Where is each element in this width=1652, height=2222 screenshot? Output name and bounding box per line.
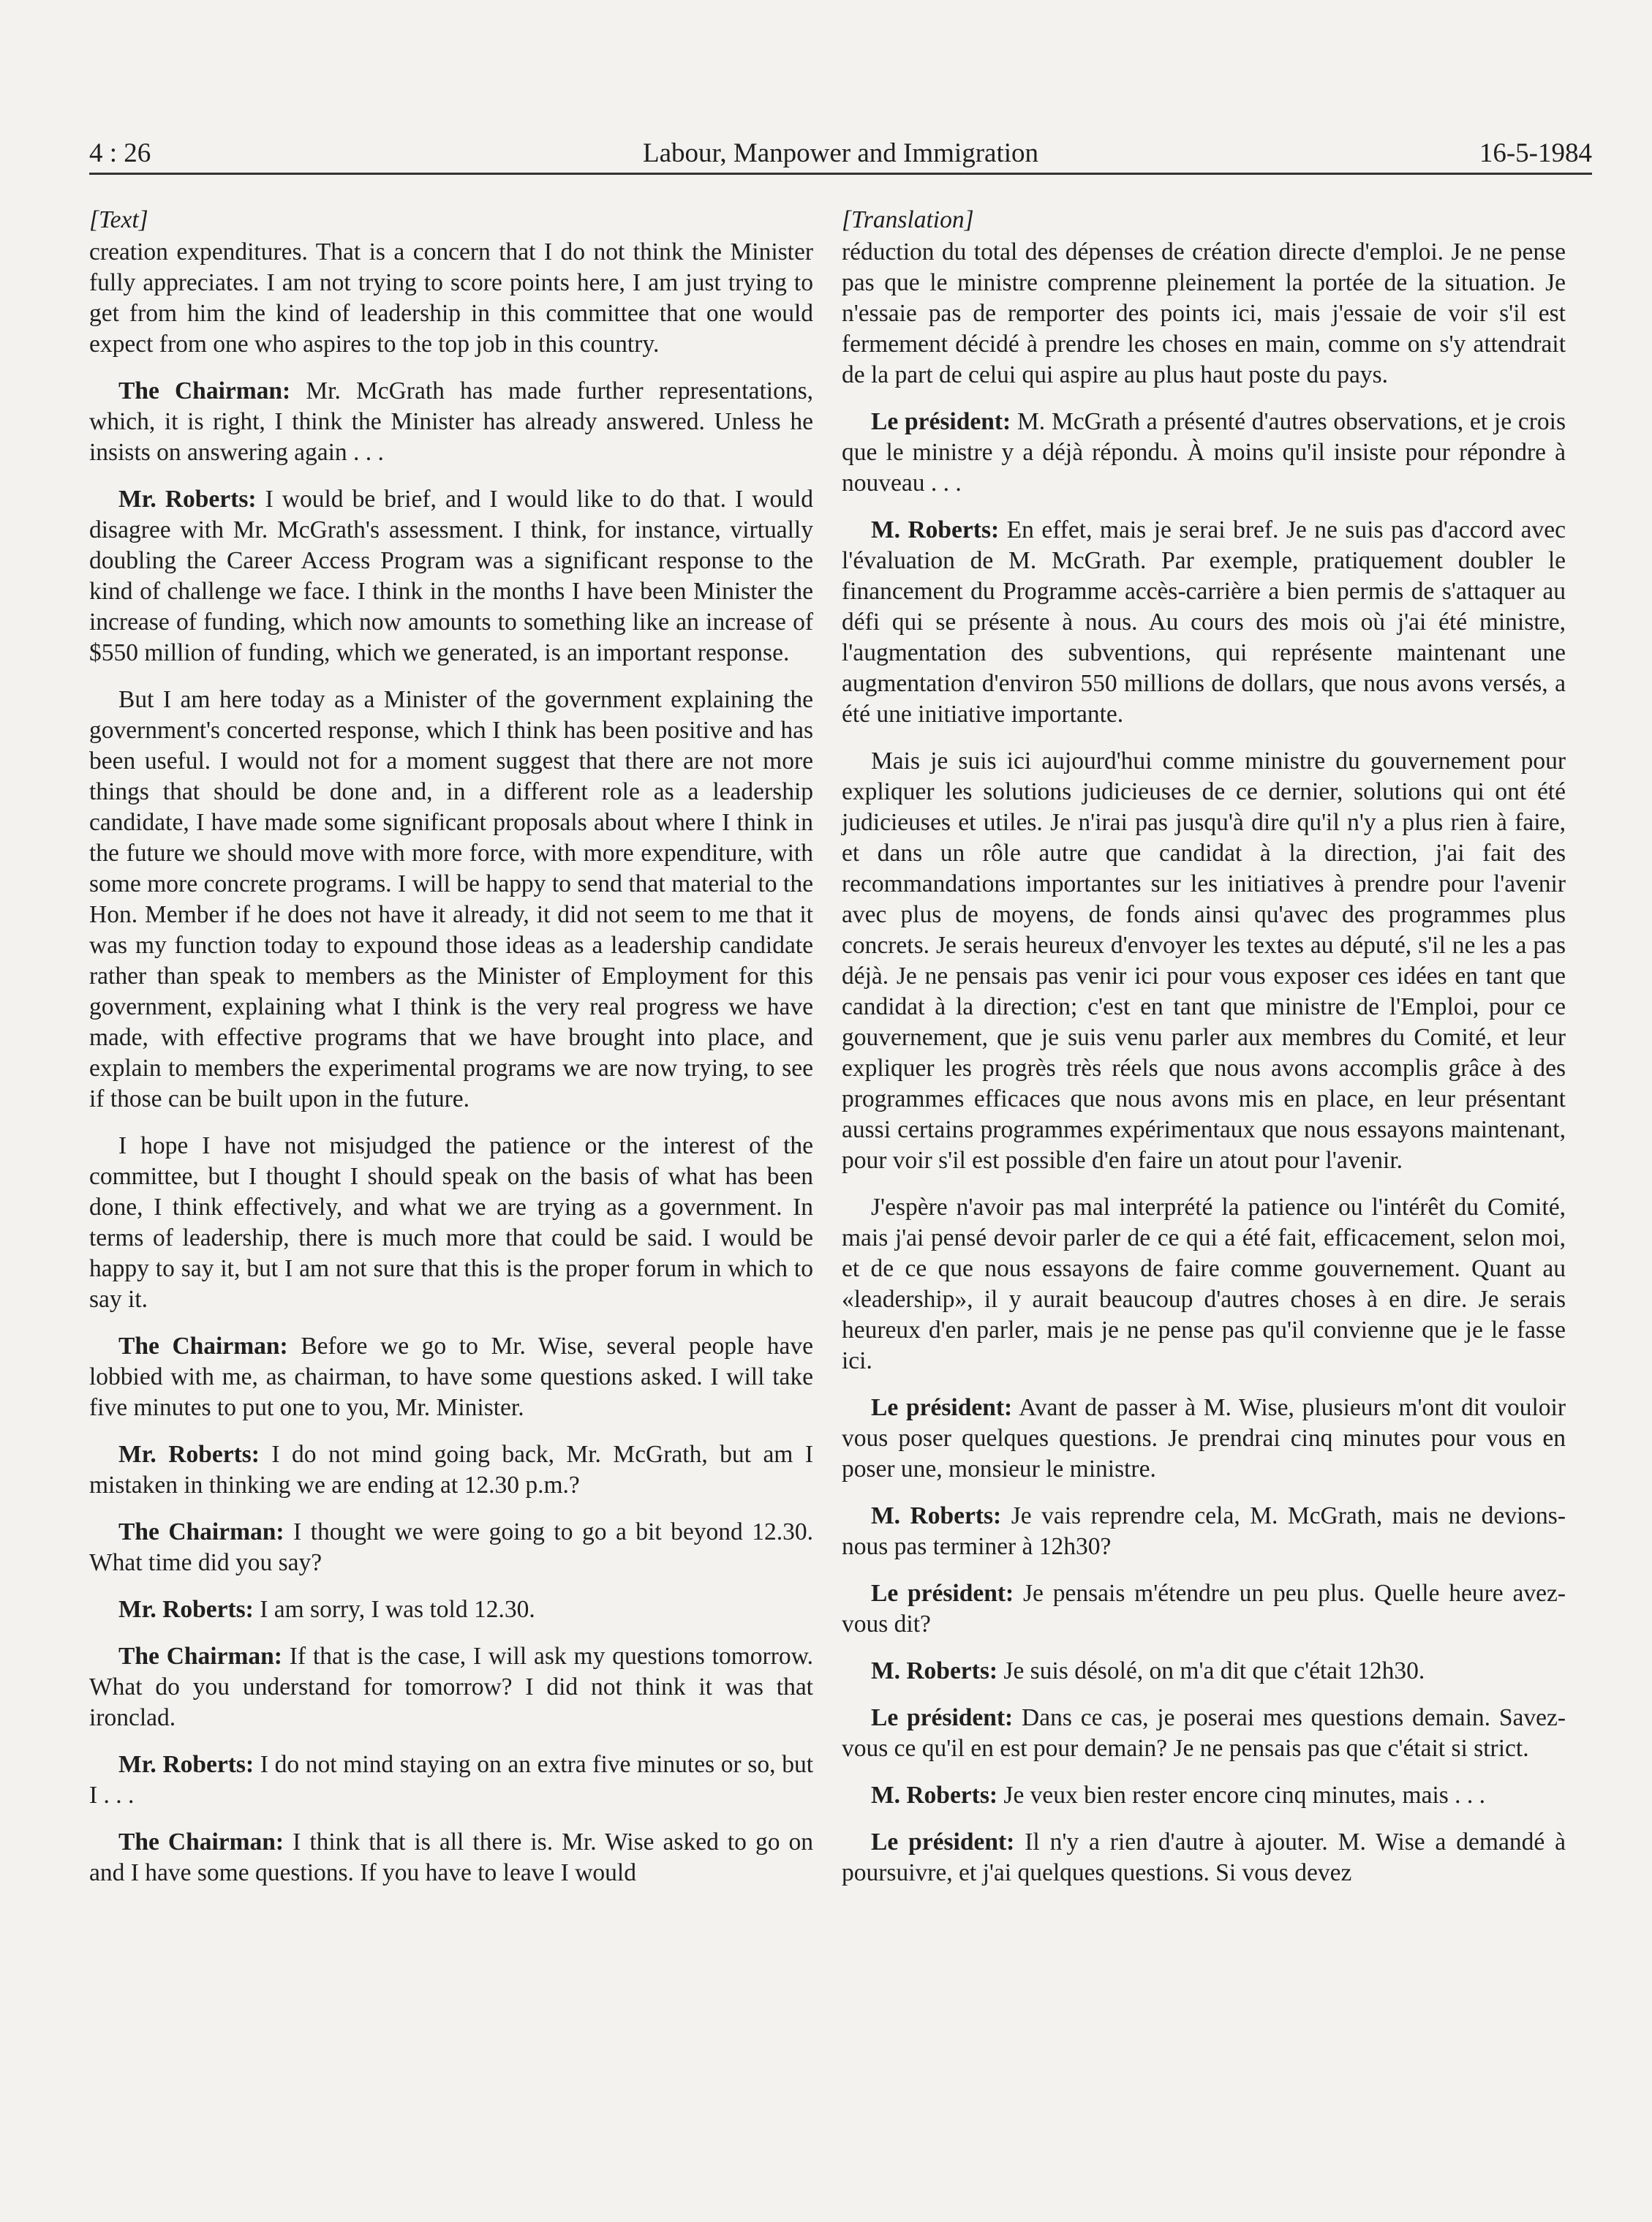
- speech-text: I do not mind going back, Mr. McGrath, but am I mistaken in thinking we are ending at 12.30 p.m.?: [89, 1441, 813, 1499]
- speech-text: I think that is all there is. Mr. Wise asked to go on and I have some questions. If you have to leave I would: [89, 1829, 813, 1886]
- paragraph: [89, 376, 813, 468]
- speech-text: Dans ce cas, je poserai mes questions demain. Savez-vous ce qu'il en est pour demain? Je ne pensais pas que c'était si strict.: [842, 1704, 1566, 1762]
- speaker: The Chairman:: [118, 1333, 288, 1360]
- speech-text: Je suis désolé, on m'a dit que c'était 12h30.: [1003, 1657, 1425, 1684]
- speech-text: Mr. McGrath has made further representations, which, it is right, I think the Minister has already answered. Unless he insists on answering again . . .: [89, 377, 813, 466]
- speaker: The Chairman:: [118, 1829, 284, 1856]
- paragraph: [89, 237, 813, 360]
- speech-text: Il n'y a rien d'autre à ajouter. M. Wise a demandé à poursuivre, et j'ai quelques questions. Si vous devez: [842, 1829, 1566, 1886]
- paragraph: [842, 746, 1566, 1176]
- paragraph: [89, 1827, 813, 1888]
- speech-text: Je veux bien rester encore cinq minutes, mais . . .: [1003, 1782, 1486, 1809]
- paragraph: [842, 1501, 1566, 1562]
- running-title: Labour, Manpower and Immigration: [642, 138, 1039, 168]
- speech-text: I thought we were going to go a bit beyond 12.30. What time did you say?: [89, 1518, 813, 1576]
- speech-text: But I am here today as a Minister of the government explaining the government's concerted response, which I think has been positive and has been useful. I would not for a moment suggest that there are not more things that should be done and, in a different role as a leadership candidate, I have made some significant proposals about where I think in the future we should move with more force, with more expenditure, with some more concrete programs. I will be happy to send that material to the Hon. Member if he does not have it already, it did not seem to me that it was my function today to expound those ideas as a leadership candidate rather than speak to members as the Minister of Employment for this government, explaining what I think is the very real progress we have made, with effective programs that we have brought into place, and explain to members the experimental programs we are now trying, to see if those can be built upon in the future.: [89, 686, 813, 1112]
- speech-text: I hope I have not misjudged the patience or the interest of the committee, but I thought I should speak on the basis of what has been done, I think effectively, and what we are trying as a government. In terms of leadership, there is much more that could be said. I would be happy to say it, but I am not sure that this is the proper forum in which to say it.: [89, 1132, 813, 1313]
- speaker: The Chairman:: [118, 377, 291, 404]
- speaker: Le président:: [871, 1580, 1014, 1607]
- speech-text: I am sorry, I was told 12.30.: [260, 1596, 535, 1623]
- french-column: [842, 205, 1566, 1905]
- speaker: Le président:: [871, 1394, 1013, 1421]
- speaker: The Chairman:: [118, 1643, 282, 1670]
- speech-text: Before we go to Mr. Wise, several people have lobbied with me, as chairman, to have some questions asked. I will take five minutes to put one to you, Mr. Minister.: [89, 1333, 813, 1421]
- speech-text: If that is the case, I will ask my questions tomorrow. What do you understand for tomorrow? I did not think it was that ironclad.: [89, 1643, 813, 1731]
- speech-text: Mais je suis ici aujourd'hui comme ministre du gouvernement pour expliquer les solutions judicieuses de ce dernier, solutions qui ont été judicieuses et utiles. Je n'irai pas jusqu'à dire qu'il n'y a plus rien à faire, et dans un rôle autre que candidat à la direction, j'ai fait des recommandations importantes sur les initiatives à prendre pour l'avenir avec plus de moyens, de fonds ainsi qu'avec des programmes plus concrets. Je serais heureux d'envoyer les textes au député, s'il ne les a pas déjà. Je ne pensais pas venir ici pour vous exposer ces idées en tant que candidat à la direction; c'est en tant que ministre de l'Emploi, pour ce gouvernement, que je suis venu parler aux membres du Comité, et leur expliquer les progrès très réels que nous avons accomplis grâce à des programmes efficaces que nous avons mis en place, en leur présentant aussi certains programmes expérimentaux que nous essayons maintenant, pour voir s'il est possible d'en faire un atout pour l'avenir.: [842, 747, 1566, 1174]
- speaker: Mr. Roberts:: [118, 1441, 260, 1468]
- speaker: Le président:: [871, 408, 1011, 435]
- speaker: Mr. Roberts:: [118, 486, 257, 513]
- speaker: Le président:: [871, 1829, 1015, 1856]
- speech-text: Avant de passer à M. Wise, plusieurs m'ont dit vouloir vous poser quelques questions. Je prendrai cinq minutes pour vous en poser une, monsieur le ministre.: [842, 1394, 1566, 1483]
- speech-text: Je pensais m'étendre un peu plus. Quelle heure avez-vous dit?: [842, 1580, 1566, 1638]
- paragraph: [89, 1131, 813, 1315]
- speaker: M. Roberts:: [871, 516, 1000, 543]
- paragraph: [89, 685, 813, 1115]
- speech-text: J'espère n'avoir pas mal interprété la patience ou l'intérêt du Comité, mais j'ai pensé devoir parler de ce qui a été fait, efficacement, selon moi, et de ce que nous essayons de faire comme gouvernement. Quant au «leadership», il y aurait beaucoup d'autres choses à en dire. Je serais heureux d'en parler, mais je ne pense pas qu'il convienne que je le fasse ici.: [842, 1194, 1566, 1374]
- speech-text: creation expenditures. That is a concern that I do not think the Minister fully appreciates. I am not trying to score points here, I am just trying to get from him the kind of leadership in this committee that one would expect from one who aspires to the top job in this country.: [89, 238, 813, 358]
- speech-text: I would be brief, and I would like to do that. I would disagree with Mr. McGrath's assessment. I think, for instance, virtually doubling the Career Access Program was a significant response to the kind of challenge we face. I think in the months I have been Minister the increase of funding, which now amounts to something like an increase of $550 million of funding, which we generated, is an important response.: [89, 486, 814, 666]
- paragraph: [842, 1780, 1566, 1811]
- paragraph: [842, 1393, 1566, 1485]
- paragraph: [89, 484, 813, 669]
- paragraph: [842, 407, 1566, 499]
- speaker: The Chairman:: [118, 1518, 284, 1545]
- speech-text: En effet, mais je serai bref. Je ne suis pas d'accord avec l'évaluation de M. McGrath. Par exemple, pratiquement doubler le financement du Programme accès-carrière a bien permis de s'attaquer au défi qui se présente à nous. Au cours des mois où j'ai été ministre, l'augmentation des subventions, qui représente maintenant une augmentation d'environ 550 millions de dollars, que nous avons versés, a été une initiative importante.: [842, 516, 1566, 728]
- paragraph: [89, 1439, 813, 1501]
- speaker: M. Roberts:: [871, 1502, 1002, 1529]
- speech-text: M. McGrath a présenté d'autres observations, et je crois que le ministre y a déjà répondu. À moins qu'il insiste pour répondre à nouveau . . .: [842, 408, 1566, 497]
- speech-text: réduction du total des dépenses de création directe d'emploi. Je ne pense pas que le ministre comprenne pleinement la portée de la situation. Je n'essaie pas de remporter des points ici, mais j'essaie de voir s'il est fermement décidé à prendre les choses en main, comme on s'y attendrait de la part de celui qui aspire au plus haut poste du pays.: [842, 238, 1566, 388]
- speaker: Mr. Roberts:: [118, 1596, 254, 1623]
- header-date: 16-5-1984: [1479, 138, 1592, 168]
- speaker: M. Roberts:: [871, 1782, 998, 1809]
- speaker: Mr. Roberts:: [118, 1751, 254, 1778]
- page-number: 4 : 26: [89, 138, 151, 168]
- column-label: [Translation]: [842, 206, 974, 233]
- paragraph: [842, 1578, 1566, 1640]
- paragraph: [842, 1192, 1566, 1376]
- paragraph: [89, 1641, 813, 1733]
- paragraph: [842, 1827, 1566, 1888]
- page-header: [89, 132, 1592, 175]
- english-column: [89, 205, 813, 1905]
- paragraph: [842, 515, 1566, 730]
- paragraph: [89, 1517, 813, 1578]
- paragraph: [842, 237, 1566, 391]
- paragraph: [89, 1594, 813, 1625]
- paragraph: [89, 1331, 813, 1423]
- speech-text: Je vais reprendre cela, M. McGrath, mais ne devions-nous pas terminer à 12h30?: [842, 1502, 1566, 1560]
- speaker: M. Roberts:: [871, 1657, 998, 1684]
- paragraph: [842, 1703, 1566, 1764]
- column-label: [Text]: [89, 206, 148, 233]
- paragraph: [842, 1656, 1566, 1687]
- paragraph: [89, 1750, 813, 1811]
- speech-text: I do not mind staying on an extra five minutes or so, but I . . .: [89, 1751, 814, 1809]
- speaker: Le président:: [871, 1704, 1014, 1731]
